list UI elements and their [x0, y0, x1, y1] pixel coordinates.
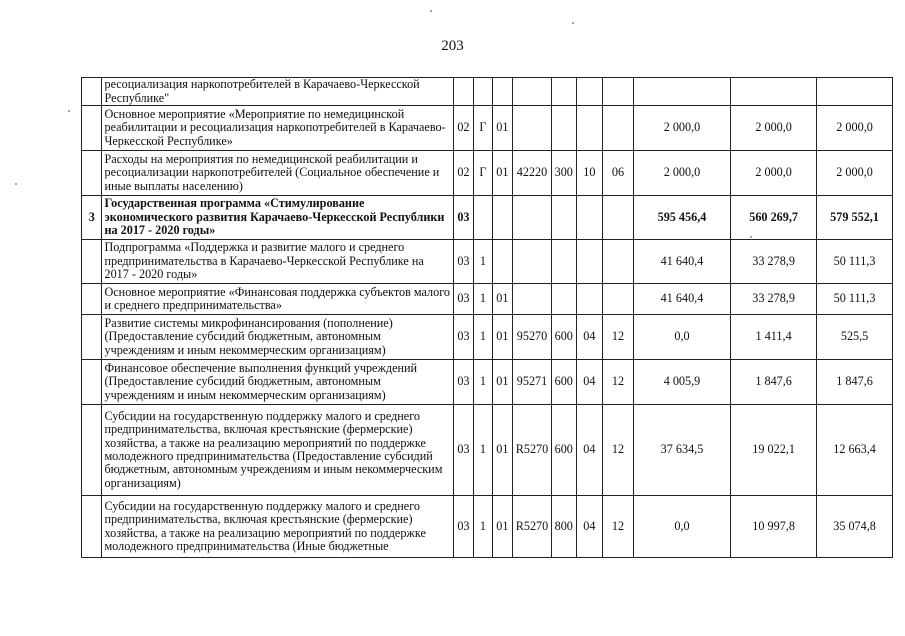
main-activity-code	[492, 240, 512, 284]
table-row	[82, 78, 893, 106]
subprogram-code: 1	[474, 240, 492, 284]
row-number	[82, 240, 102, 284]
table-row	[82, 284, 893, 315]
section-code: 04	[576, 360, 603, 405]
amount-year-3: 1 847,6	[817, 360, 893, 405]
table-row	[82, 196, 893, 240]
amount-year-3: 50 111,3	[817, 240, 893, 284]
section-code: 04	[576, 496, 603, 558]
subprogram-code: Г	[474, 151, 492, 196]
program-code: 03	[453, 405, 473, 496]
main-activity-code: 01	[492, 360, 512, 405]
row-description: Развитие системы микрофинансирования (пополнение) (Предоставление субсидий бюджетным, автономным учреждениям и иным некоммерческим организациям)	[102, 315, 453, 360]
row-description: Расходы на мероприятия по немедицинской реабилитации и ресоциализации наркопотребителей (Социальное обеспечение и иные выплаты населению)	[102, 151, 453, 196]
subprogram-code: 1	[474, 496, 492, 558]
budget-table	[81, 77, 893, 558]
table-row	[82, 360, 893, 405]
direction-code: 95270	[513, 315, 552, 360]
subsection-code	[603, 240, 634, 284]
table-row	[82, 405, 893, 496]
subsection-code: 12	[603, 496, 634, 558]
row-number	[82, 106, 102, 151]
amount-year-3: 525,5	[817, 315, 893, 360]
scan-speck	[15, 183, 17, 185]
row-number	[82, 78, 102, 106]
amount-year-2: 560 269,7	[731, 196, 817, 240]
expense-type-code	[551, 240, 576, 284]
direction-code: R5270	[513, 496, 552, 558]
amount-year-1: 595 456,4	[633, 196, 730, 240]
subsection-code: 12	[603, 405, 634, 496]
amount-year-1: 37 634,5	[633, 405, 730, 496]
subprogram-code: 1	[474, 315, 492, 360]
direction-code	[513, 106, 552, 151]
main-activity-code: 01	[492, 496, 512, 558]
amount-year-1: 4 005,9	[633, 360, 730, 405]
expense-type-code	[551, 106, 576, 151]
expense-type-code: 600	[551, 315, 576, 360]
row-description: Субсидии на государственную поддержку малого и среднего предпринимательства, включая крестьянские (фермерские) хозяйства, а также на реализацию мероприятий по поддержке молодежного предпринимательства (Предоставление субсидий бюджетным, автономным учреждениям и иным некоммерческим организациям)	[102, 405, 453, 496]
row-description: Субсидии на государственную поддержку малого и среднего предпринимательства, включая крестьянские (фермерские) хозяйства, а также на реализацию мероприятий по поддержке молодежного предпринимательства (Иные бюджетные	[102, 496, 453, 558]
row-number	[82, 405, 102, 496]
amount-year-3: 12 663,4	[817, 405, 893, 496]
main-activity-code: 01	[492, 315, 512, 360]
scan-speck	[68, 110, 70, 112]
expense-type-code: 800	[551, 496, 576, 558]
amount-year-3: 579 552,1	[817, 196, 893, 240]
subsection-code: 12	[603, 315, 634, 360]
row-number	[82, 284, 102, 315]
expense-type-code	[551, 78, 576, 106]
row-description: Государственная программа «Стимулирование экономического развития Карачаево-Черкесской Республики на 2017 - 2020 годы»	[102, 196, 453, 240]
section-code	[576, 240, 603, 284]
row-description: Основное мероприятие «Финансовая поддержка субъектов малого и среднего предпринимательства»	[102, 284, 453, 315]
expense-type-code: 600	[551, 360, 576, 405]
amount-year-3	[817, 78, 893, 106]
program-code	[453, 78, 473, 106]
table-row	[82, 106, 893, 151]
amount-year-2: 2 000,0	[731, 106, 817, 151]
program-code: 03	[453, 496, 473, 558]
amount-year-1: 0,0	[633, 496, 730, 558]
amount-year-1	[633, 78, 730, 106]
expense-type-code: 600	[551, 405, 576, 496]
subsection-code: 12	[603, 360, 634, 405]
main-activity-code: 01	[492, 405, 512, 496]
section-code	[576, 106, 603, 151]
program-code: 03	[453, 240, 473, 284]
row-number	[82, 360, 102, 405]
row-description: ресоциализация наркопотребителей в Карачаево-Черкесской Республике"	[102, 78, 453, 106]
subsection-code	[603, 284, 634, 315]
expense-type-code	[551, 196, 576, 240]
direction-code	[513, 196, 552, 240]
amount-year-3: 50 111,3	[817, 284, 893, 315]
scan-speck	[750, 236, 752, 238]
direction-code	[513, 240, 552, 284]
subprogram-code: 1	[474, 405, 492, 496]
amount-year-1: 41 640,4	[633, 284, 730, 315]
amount-year-2	[731, 78, 817, 106]
table-row	[82, 151, 893, 196]
table-row	[82, 240, 893, 284]
table-body	[82, 78, 893, 558]
section-code	[576, 284, 603, 315]
section-code	[576, 78, 603, 106]
amount-year-3: 2 000,0	[817, 106, 893, 151]
subprogram-code: 1	[474, 360, 492, 405]
expense-type-code	[551, 284, 576, 315]
program-code: 02	[453, 106, 473, 151]
row-number	[82, 315, 102, 360]
amount-year-2: 1 847,6	[731, 360, 817, 405]
amount-year-2: 33 278,9	[731, 240, 817, 284]
main-activity-code: 01	[492, 106, 512, 151]
row-description: Подпрограмма «Поддержка и развитие малого и среднего предпринимательства в Карачаево-Черкесской Республике на 2017 - 2020 годы»	[102, 240, 453, 284]
row-number	[82, 496, 102, 558]
page-number: 203	[441, 38, 464, 54]
amount-year-2: 2 000,0	[731, 151, 817, 196]
amount-year-1: 2 000,0	[633, 151, 730, 196]
amount-year-2: 1 411,4	[731, 315, 817, 360]
table-row	[82, 315, 893, 360]
row-description: Основное мероприятие «Мероприятие по немедицинской реабилитации и ресоциализация наркопотребителей в Карачаево-Черкесской Республике»	[102, 106, 453, 151]
scan-speck	[430, 10, 432, 12]
subprogram-code	[474, 78, 492, 106]
row-number: 3	[82, 196, 102, 240]
scan-speck	[572, 22, 574, 24]
direction-code: R5270	[513, 405, 552, 496]
section-code: 10	[576, 151, 603, 196]
subsection-code	[603, 78, 634, 106]
amount-year-2: 19 022,1	[731, 405, 817, 496]
amount-year-2: 10 997,8	[731, 496, 817, 558]
section-code: 04	[576, 315, 603, 360]
amount-year-3: 35 074,8	[817, 496, 893, 558]
amount-year-2: 33 278,9	[731, 284, 817, 315]
amount-year-3: 2 000,0	[817, 151, 893, 196]
amount-year-1: 0,0	[633, 315, 730, 360]
row-number	[82, 151, 102, 196]
program-code: 03	[453, 315, 473, 360]
direction-code: 95271	[513, 360, 552, 405]
subsection-code: 06	[603, 151, 634, 196]
section-code	[576, 196, 603, 240]
program-code: 02	[453, 151, 473, 196]
main-activity-code: 01	[492, 284, 512, 315]
direction-code: 42220	[513, 151, 552, 196]
program-code: 03	[453, 196, 473, 240]
subprogram-code	[474, 196, 492, 240]
row-description: Финансовое обеспечение выполнения функций учреждений (Предоставление субсидий бюджетным, автономным учреждениям и иным некоммерческим организациям)	[102, 360, 453, 405]
main-activity-code	[492, 196, 512, 240]
main-activity-code: 01	[492, 151, 512, 196]
program-code: 03	[453, 360, 473, 405]
table-row	[82, 496, 893, 558]
program-code: 03	[453, 284, 473, 315]
amount-year-1: 41 640,4	[633, 240, 730, 284]
subprogram-code: Г	[474, 106, 492, 151]
section-code: 04	[576, 405, 603, 496]
subsection-code	[603, 106, 634, 151]
amount-year-1: 2 000,0	[633, 106, 730, 151]
direction-code	[513, 284, 552, 315]
subprogram-code: 1	[474, 284, 492, 315]
expense-type-code: 300	[551, 151, 576, 196]
main-activity-code	[492, 78, 512, 106]
direction-code	[513, 78, 552, 106]
subsection-code	[603, 196, 634, 240]
